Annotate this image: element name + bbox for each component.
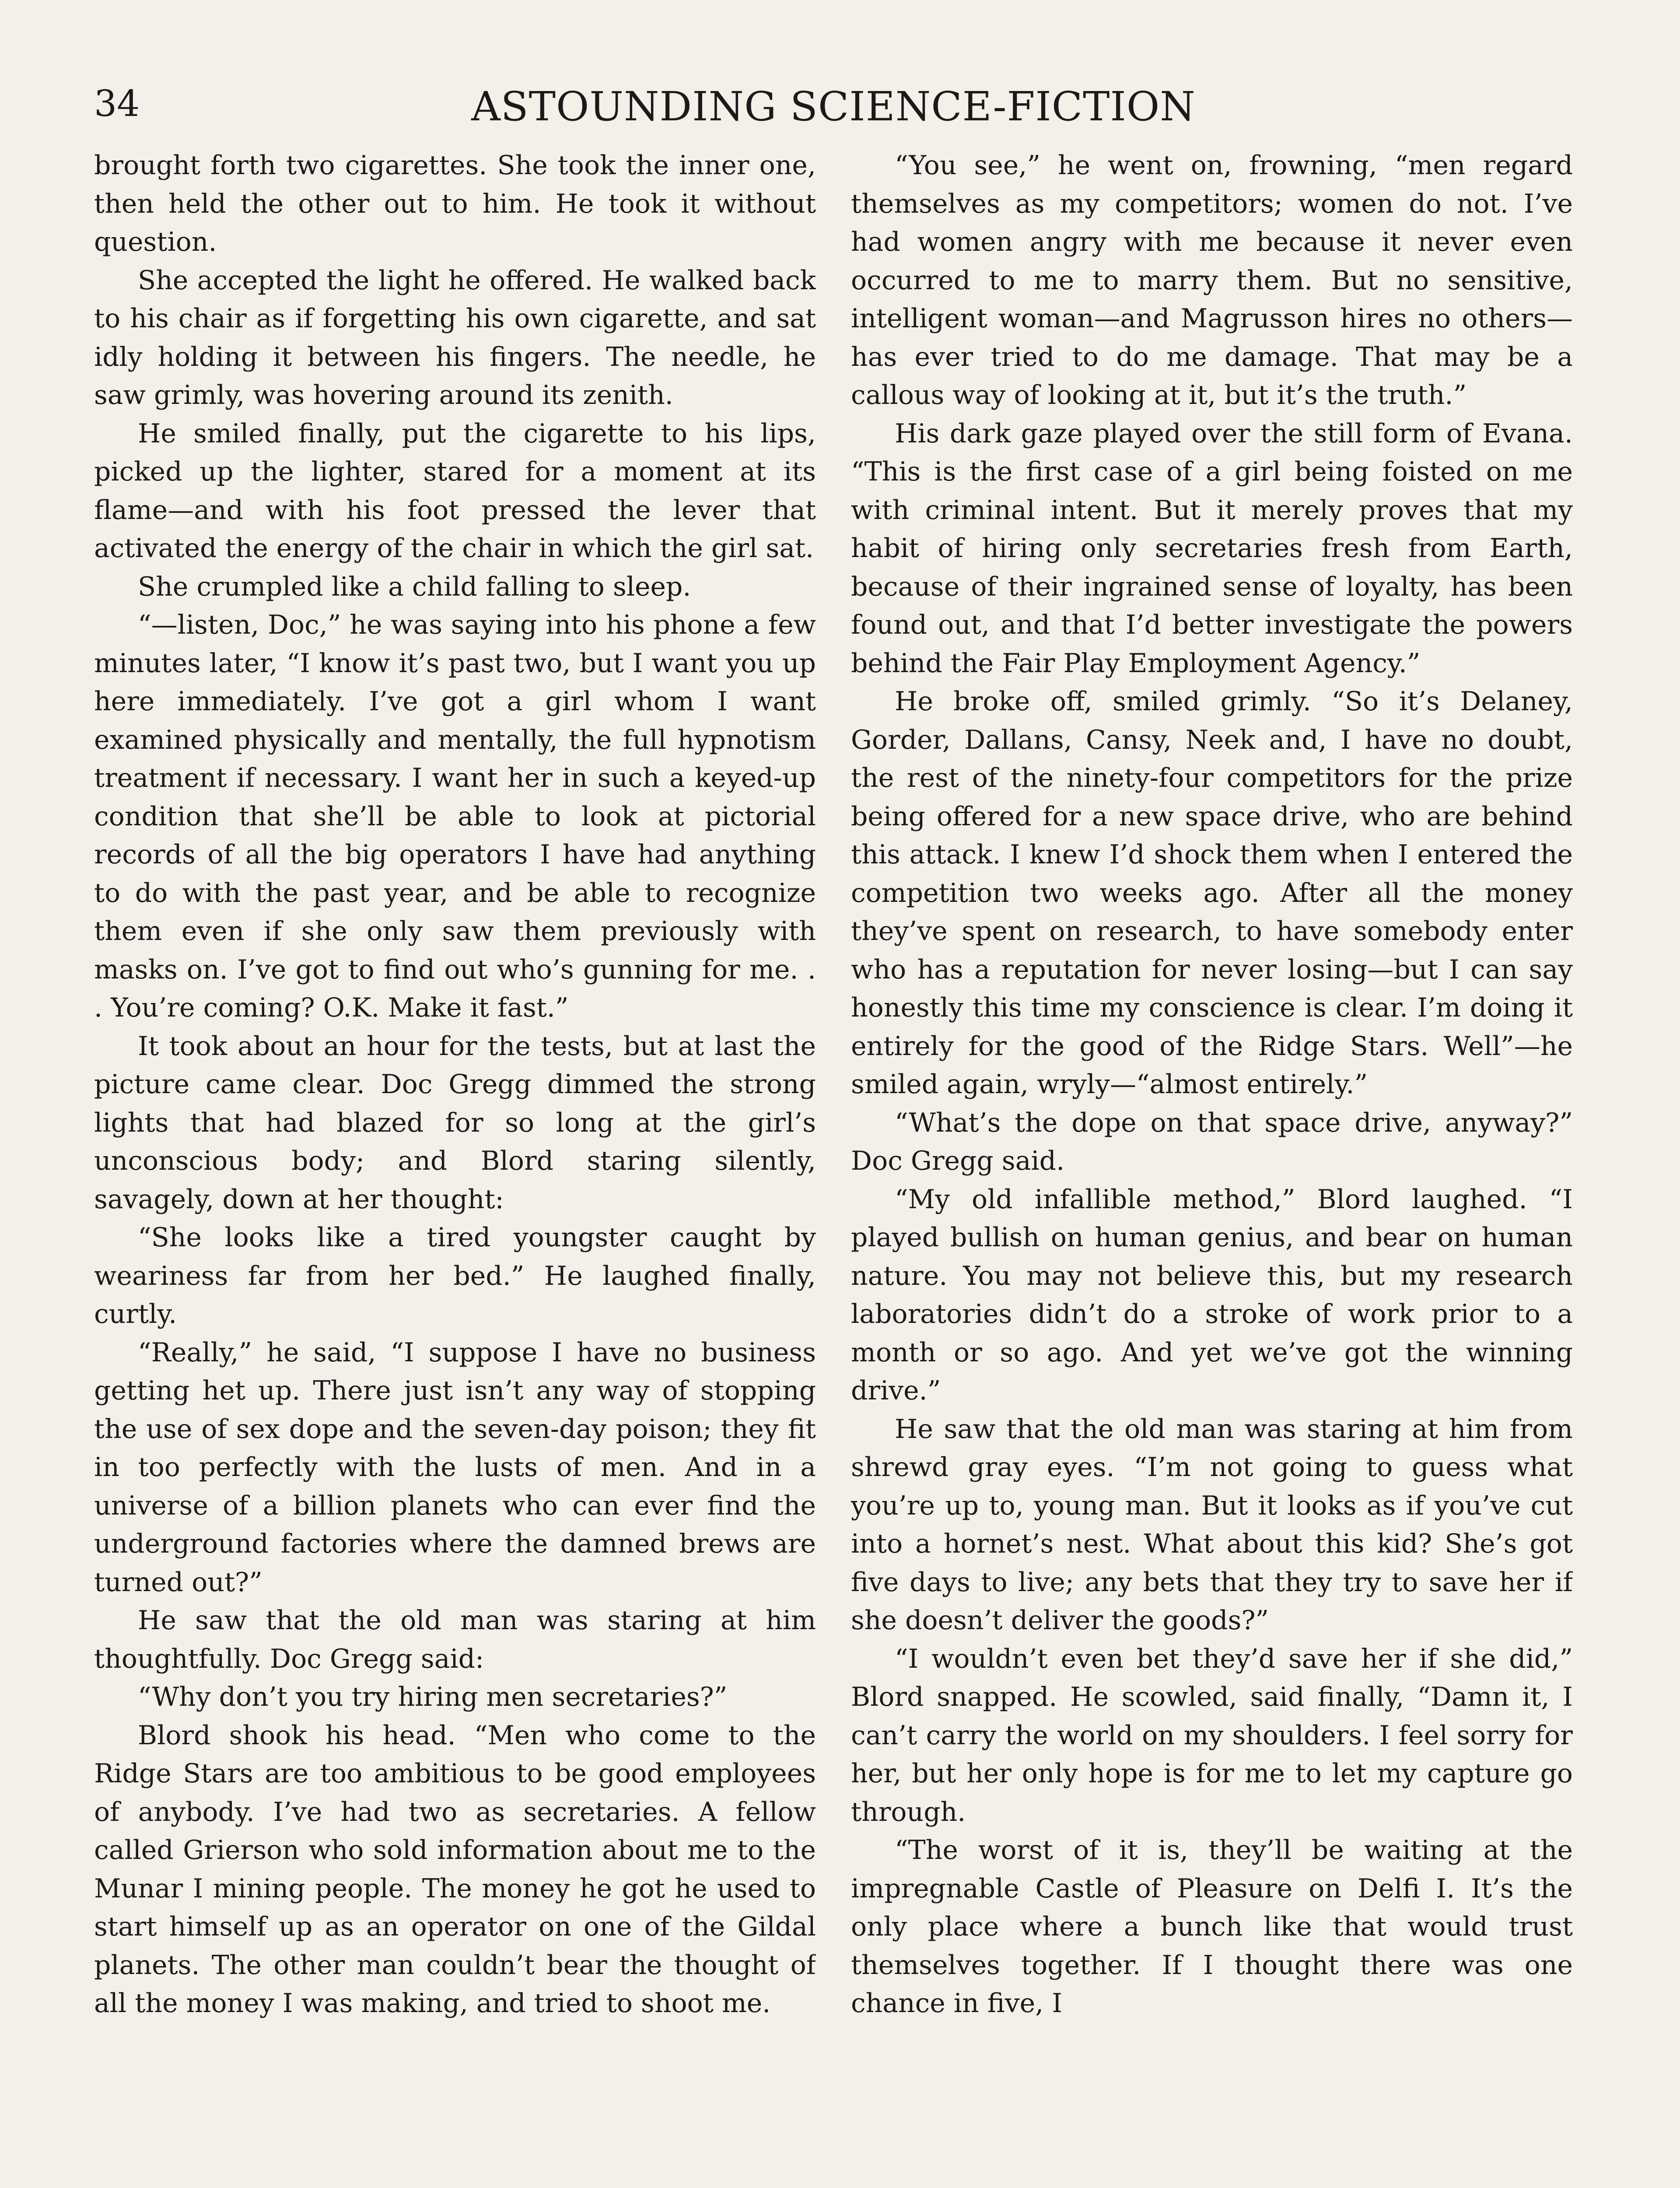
- paragraph: “Why don’t you try hiring men secretaries?”: [138, 1682, 728, 1712]
- running-title: ASTOUNDING SCIENCE-FICTION: [471, 83, 1196, 130]
- paragraph: He saw that the old man was staring at him from shrewd gray eyes. “I’m not going to guess what you’re up to, young man. But it looks as if you’ve cut into a hornet’s nest. What about this kid? She’s got five days to live; any bets that they try to save her if she doesn’t deliver the goods?”: [851, 1413, 1573, 1636]
- paragraph: His dark gaze played over the still form of Evana. “This is the first case of a girl being foisted on me with criminal intent. But it merely proves that my habit of hiring only secretaries fresh from Earth, because of their ingrained sense of loyalty, has been found out, and that I’d better investigate the powers behind the Fair Play Employment Agency.”: [851, 418, 1573, 679]
- paragraph: Blord shook his head. “Men who come to the Ridge Stars are too ambitious to be good employees of anybody. I’ve had two as secretaries. A fellow called Grierson who sold information about me to the Munar I mining people. The money he got he used to start himself up as an operator on one of the Gildal planets. The other man couldn’t bear the thought of all the money I was making, and tried to shoot me.: [94, 1720, 816, 2019]
- paragraph: “The worst of it is, they’ll be waiting at the impregnable Castle of Pleasure on Delfi I. It’s the only place where a bunch like that would trust themselves together. If I thought there was one chance in five, I: [851, 1835, 1573, 2019]
- paragraph: “My old infallible method,” Blord laughed. “I played bullish on human genius, and bear on human nature. You may not believe this, but my research laboratories didn’t do a stroke of work prior to a month or so ago. And yet we’ve got the winning drive.”: [851, 1184, 1573, 1406]
- paragraph: He broke off, smiled grimly. “So it’s Delaney, Gorder, Dallans, Cansy, Neek and, I have no doubt, the rest of the ninety-four competitors for the prize being offered for a new space drive, who are behind this attack. I knew I’d shock them when I entered the competition two weeks ago. After all the money they’ve spent on research, to have somebody enter who has a reputation for never losing—but I can say honestly this time my conscience is clear. I’m doing it entirely for the good of the Ridge Stars. Well”—he smiled again, wryly—“almost entirely.”: [851, 686, 1573, 1100]
- paragraph: “Really,” he said, “I suppose I have no business getting het up. There just isn’t any way of stopping the use of sex dope and the seven-day poison; they fit in too perfectly with the lusts of men. And in a universe of a billion planets who can ever find the underground factories where the damned brews are turned out?”: [94, 1337, 816, 1598]
- paragraph: He smiled finally, put the cigarette to his lips, picked up the lighter, stared for a moment at its flame—and with his foot pressed the lever that activated the energy of the chair in which the girl sat.: [94, 418, 816, 564]
- paragraph: brought forth two cigarettes. She took the inner one, then held the other out to him. He took it without question.: [94, 150, 816, 257]
- paragraph: “She looks like a tired youngster caught by weariness far from her bed.” He laughed finally, curtly.: [94, 1222, 816, 1329]
- right-column: [851, 147, 1573, 2188]
- paragraph: She accepted the light he offered. He walked back to his chair as if forgetting his own cigarette, and sat idly holding it between his fingers. The needle, he saw grimly, was hovering around its zenith.: [94, 265, 816, 410]
- text-columns: [94, 147, 1573, 2188]
- page-number: 34: [94, 83, 140, 125]
- paragraph: “You see,” he went on, frowning, “men regard themselves as my competitors; women do not. I’ve had women angry with me because it never even occurred to me to marry them. But no sensitive, intelligent woman—and Magrusson hires no others—has ever tried to do me damage. That may be a callous way of looking at it, but it’s the truth.”: [851, 150, 1573, 410]
- paragraph: He saw that the old man was staring at him thoughtfully. Doc Gregg said:: [94, 1605, 816, 1674]
- paragraph: It took about an hour for the tests, but at last the picture came clear. Doc Gregg dimmed the strong lights that had blazed for so long at the girl’s unconscious body; and Blord staring silently, savagely, down at her thought:: [94, 1031, 816, 1215]
- page-header: [94, 79, 1573, 140]
- paragraph: “—listen, Doc,” he was saying into his phone a few minutes later, “I know it’s past two, but I want you up here immediately. I’ve got a girl whom I want examined physically and mentally, the full hypnotism treatment if necessary. I want her in such a keyed-up condition that she’ll be able to look at pictorial records of all the big operators I have had anything to do with the past year, and be able to recognize them even if she only saw them previously with masks on. I’ve got to find out who’s gunning for me. . . You’re coming? O.K. Make it fast.”: [94, 610, 816, 1023]
- left-column: [94, 147, 816, 2188]
- paragraph: She crumpled like a child falling to sleep.: [138, 571, 691, 602]
- paragraph: “I wouldn’t even bet they’d save her if she did,” Blord snapped. He scowled, said finally, “Damn it, I can’t carry the world on my shoulders. I feel sorry for her, but her only hope is for me to let my capture go through.: [851, 1643, 1573, 1827]
- paragraph: “What’s the dope on that space drive, anyway?” Doc Gregg said.: [851, 1107, 1573, 1176]
